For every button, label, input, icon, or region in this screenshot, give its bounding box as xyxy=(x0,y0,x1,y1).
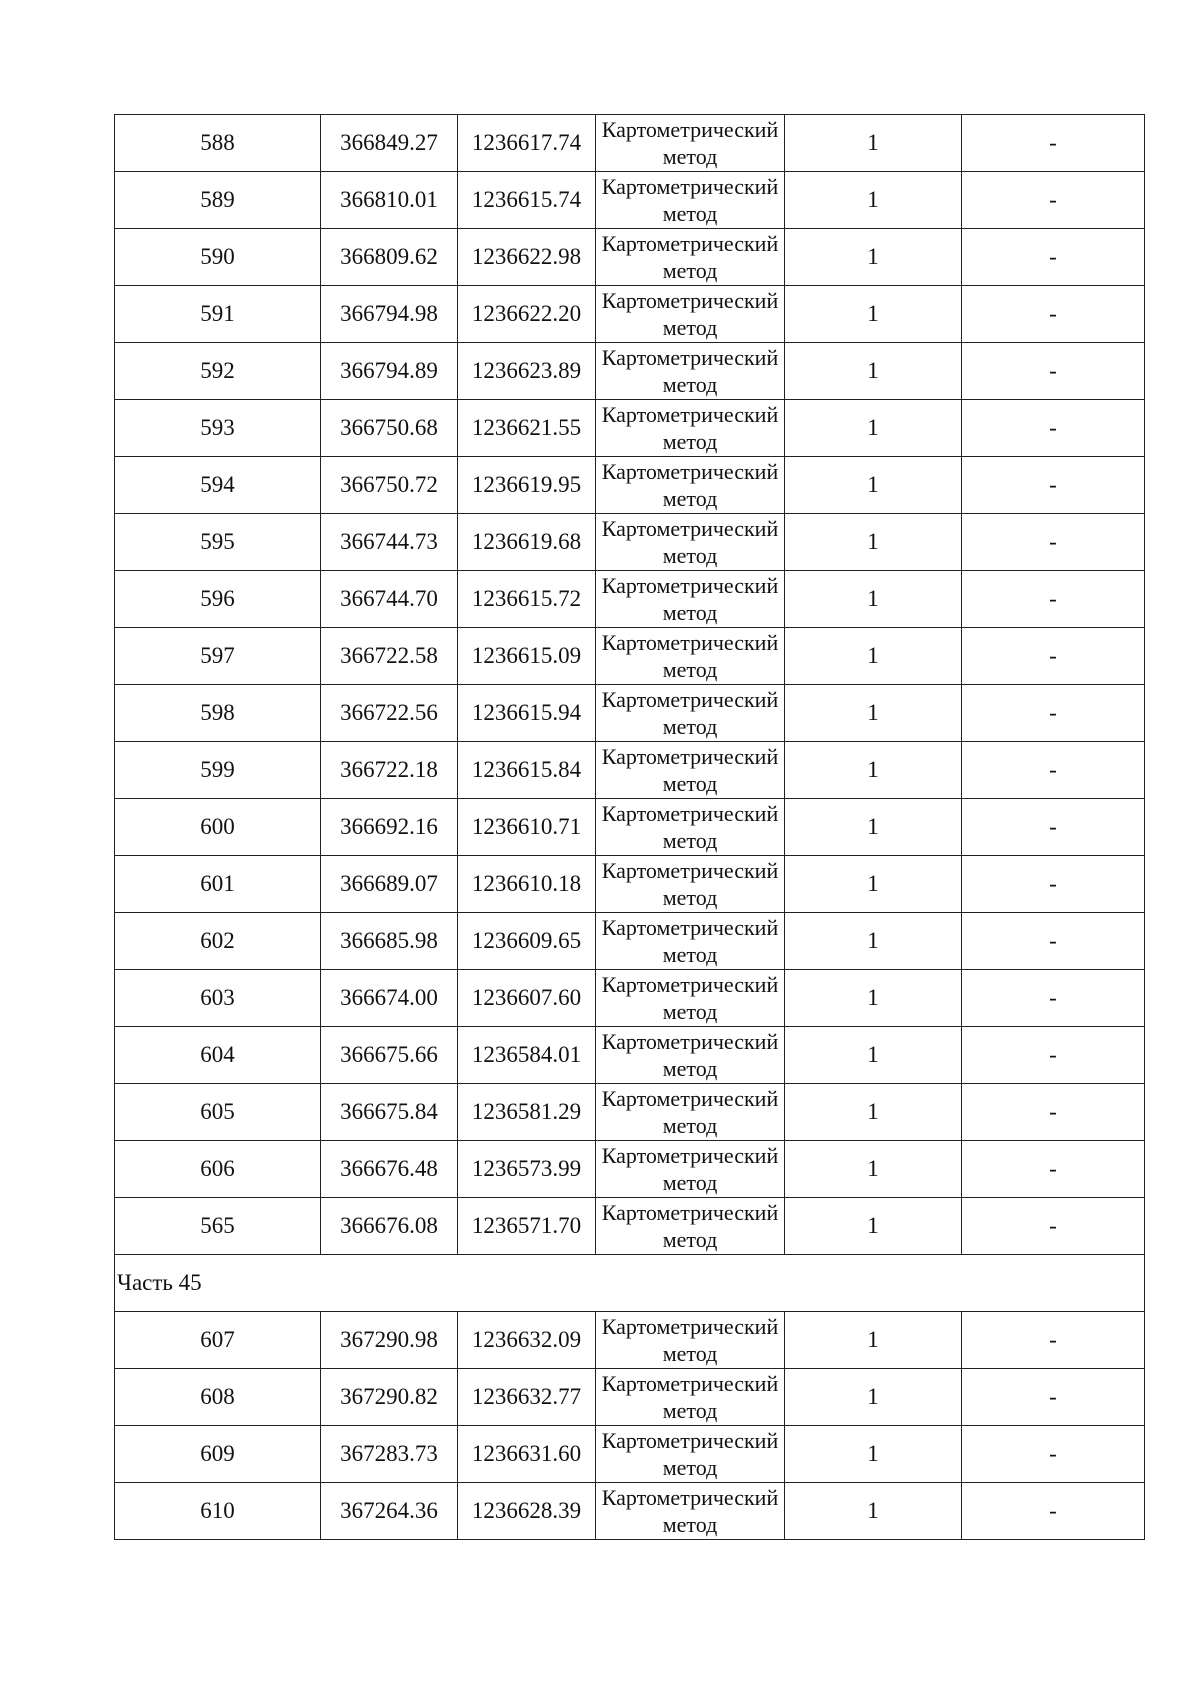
point-number-cell: 608 xyxy=(115,1369,321,1426)
point-number-cell: 595 xyxy=(115,514,321,571)
accuracy-cell: 1 xyxy=(785,628,962,685)
x-coordinate-cell: 366689.07 xyxy=(321,856,458,913)
point-number-cell: 591 xyxy=(115,286,321,343)
method-cell: Картометрический метод xyxy=(596,1483,785,1540)
method-cell: Картометрический метод xyxy=(596,913,785,970)
method-cell: Картометрический метод xyxy=(596,514,785,571)
point-number-cell: 610 xyxy=(115,1483,321,1540)
method-cell: Картометрический метод xyxy=(596,1084,785,1141)
table-row xyxy=(115,856,1145,913)
point-number-cell: 565 xyxy=(115,1198,321,1255)
method-cell: Картометрический метод xyxy=(596,343,785,400)
coordinates-table xyxy=(114,114,1145,1540)
note-cell: - xyxy=(962,1084,1145,1141)
point-number-cell: 607 xyxy=(115,1312,321,1369)
table-row xyxy=(115,286,1145,343)
note-cell: - xyxy=(962,229,1145,286)
note-cell: - xyxy=(962,343,1145,400)
y-coordinate-cell: 1236623.89 xyxy=(458,343,596,400)
method-cell: Картометрический метод xyxy=(596,742,785,799)
table-row xyxy=(115,628,1145,685)
point-number-cell: 602 xyxy=(115,913,321,970)
x-coordinate-cell: 367290.82 xyxy=(321,1369,458,1426)
y-coordinate-cell: 1236581.29 xyxy=(458,1084,596,1141)
x-coordinate-cell: 366750.72 xyxy=(321,457,458,514)
x-coordinate-cell: 366809.62 xyxy=(321,229,458,286)
accuracy-cell: 1 xyxy=(785,1084,962,1141)
note-cell: - xyxy=(962,172,1145,229)
table-row xyxy=(115,1141,1145,1198)
point-number-cell: 604 xyxy=(115,1027,321,1084)
point-number-cell: 606 xyxy=(115,1141,321,1198)
table-row xyxy=(115,1369,1145,1426)
x-coordinate-cell: 366744.70 xyxy=(321,571,458,628)
note-cell: - xyxy=(962,1483,1145,1540)
y-coordinate-cell: 1236632.77 xyxy=(458,1369,596,1426)
section-header-row xyxy=(115,1255,1145,1312)
method-cell: Картометрический метод xyxy=(596,229,785,286)
method-cell: Картометрический метод xyxy=(596,286,785,343)
table-row xyxy=(115,1426,1145,1483)
table-row xyxy=(115,970,1145,1027)
y-coordinate-cell: 1236610.71 xyxy=(458,799,596,856)
x-coordinate-cell: 366675.66 xyxy=(321,1027,458,1084)
table-row xyxy=(115,1027,1145,1084)
table-row xyxy=(115,1198,1145,1255)
note-cell: - xyxy=(962,115,1145,172)
note-cell: - xyxy=(962,913,1145,970)
note-cell: - xyxy=(962,1426,1145,1483)
accuracy-cell: 1 xyxy=(785,1141,962,1198)
accuracy-cell: 1 xyxy=(785,970,962,1027)
note-cell: - xyxy=(962,1312,1145,1369)
y-coordinate-cell: 1236610.18 xyxy=(458,856,596,913)
x-coordinate-cell: 366676.48 xyxy=(321,1141,458,1198)
x-coordinate-cell: 366722.58 xyxy=(321,628,458,685)
x-coordinate-cell: 366692.16 xyxy=(321,799,458,856)
x-coordinate-cell: 367264.36 xyxy=(321,1483,458,1540)
table-row xyxy=(115,172,1145,229)
point-number-cell: 597 xyxy=(115,628,321,685)
y-coordinate-cell: 1236615.84 xyxy=(458,742,596,799)
table-row xyxy=(115,1084,1145,1141)
y-coordinate-cell: 1236615.74 xyxy=(458,172,596,229)
accuracy-cell: 1 xyxy=(785,1426,962,1483)
y-coordinate-cell: 1236615.09 xyxy=(458,628,596,685)
note-cell: - xyxy=(962,1027,1145,1084)
y-coordinate-cell: 1236622.20 xyxy=(458,286,596,343)
y-coordinate-cell: 1236621.55 xyxy=(458,400,596,457)
method-cell: Картометрический метод xyxy=(596,685,785,742)
accuracy-cell: 1 xyxy=(785,172,962,229)
table-row xyxy=(115,457,1145,514)
method-cell: Картометрический метод xyxy=(596,115,785,172)
y-coordinate-cell: 1236628.39 xyxy=(458,1483,596,1540)
table-row xyxy=(115,1483,1145,1540)
accuracy-cell: 1 xyxy=(785,1312,962,1369)
table-row xyxy=(115,913,1145,970)
method-cell: Картометрический метод xyxy=(596,571,785,628)
x-coordinate-cell: 367290.98 xyxy=(321,1312,458,1369)
y-coordinate-cell: 1236632.09 xyxy=(458,1312,596,1369)
table-row xyxy=(115,229,1145,286)
method-cell: Картометрический метод xyxy=(596,1312,785,1369)
x-coordinate-cell: 366744.73 xyxy=(321,514,458,571)
section-label: Часть 45 xyxy=(115,1255,1145,1312)
accuracy-cell: 1 xyxy=(785,1483,962,1540)
x-coordinate-cell: 366675.84 xyxy=(321,1084,458,1141)
method-cell: Картометрический метод xyxy=(596,457,785,514)
x-coordinate-cell: 366750.68 xyxy=(321,400,458,457)
point-number-cell: 589 xyxy=(115,172,321,229)
accuracy-cell: 1 xyxy=(785,115,962,172)
method-cell: Картометрический метод xyxy=(596,1426,785,1483)
accuracy-cell: 1 xyxy=(785,913,962,970)
accuracy-cell: 1 xyxy=(785,229,962,286)
y-coordinate-cell: 1236619.68 xyxy=(458,514,596,571)
accuracy-cell: 1 xyxy=(785,856,962,913)
point-number-cell: 596 xyxy=(115,571,321,628)
x-coordinate-cell: 366849.27 xyxy=(321,115,458,172)
point-number-cell: 594 xyxy=(115,457,321,514)
table-row xyxy=(115,571,1145,628)
y-coordinate-cell: 1236609.65 xyxy=(458,913,596,970)
point-number-cell: 605 xyxy=(115,1084,321,1141)
x-coordinate-cell: 366722.56 xyxy=(321,685,458,742)
point-number-cell: 601 xyxy=(115,856,321,913)
point-number-cell: 598 xyxy=(115,685,321,742)
method-cell: Картометрический метод xyxy=(596,799,785,856)
y-coordinate-cell: 1236615.94 xyxy=(458,685,596,742)
point-number-cell: 609 xyxy=(115,1426,321,1483)
note-cell: - xyxy=(962,1141,1145,1198)
note-cell: - xyxy=(962,1198,1145,1255)
note-cell: - xyxy=(962,856,1145,913)
x-coordinate-cell: 366685.98 xyxy=(321,913,458,970)
note-cell: - xyxy=(962,685,1145,742)
x-coordinate-cell: 366794.89 xyxy=(321,343,458,400)
y-coordinate-cell: 1236631.60 xyxy=(458,1426,596,1483)
note-cell: - xyxy=(962,457,1145,514)
accuracy-cell: 1 xyxy=(785,685,962,742)
coordinates-table-body xyxy=(115,115,1145,1540)
accuracy-cell: 1 xyxy=(785,799,962,856)
note-cell: - xyxy=(962,286,1145,343)
point-number-cell: 590 xyxy=(115,229,321,286)
y-coordinate-cell: 1236573.99 xyxy=(458,1141,596,1198)
y-coordinate-cell: 1236571.70 xyxy=(458,1198,596,1255)
point-number-cell: 593 xyxy=(115,400,321,457)
point-number-cell: 600 xyxy=(115,799,321,856)
y-coordinate-cell: 1236619.95 xyxy=(458,457,596,514)
accuracy-cell: 1 xyxy=(785,571,962,628)
method-cell: Картометрический метод xyxy=(596,1369,785,1426)
table-row xyxy=(115,1312,1145,1369)
x-coordinate-cell: 366674.00 xyxy=(321,970,458,1027)
note-cell: - xyxy=(962,799,1145,856)
point-number-cell: 588 xyxy=(115,115,321,172)
accuracy-cell: 1 xyxy=(785,400,962,457)
accuracy-cell: 1 xyxy=(785,457,962,514)
method-cell: Картометрический метод xyxy=(596,1027,785,1084)
method-cell: Картометрический метод xyxy=(596,1141,785,1198)
accuracy-cell: 1 xyxy=(785,742,962,799)
method-cell: Картометрический метод xyxy=(596,970,785,1027)
table-row xyxy=(115,115,1145,172)
note-cell: - xyxy=(962,1369,1145,1426)
point-number-cell: 592 xyxy=(115,343,321,400)
y-coordinate-cell: 1236615.72 xyxy=(458,571,596,628)
accuracy-cell: 1 xyxy=(785,286,962,343)
note-cell: - xyxy=(962,628,1145,685)
accuracy-cell: 1 xyxy=(785,1027,962,1084)
table-row xyxy=(115,514,1145,571)
table-row xyxy=(115,799,1145,856)
table-row xyxy=(115,742,1145,799)
y-coordinate-cell: 1236607.60 xyxy=(458,970,596,1027)
table-row xyxy=(115,685,1145,742)
table-row xyxy=(115,400,1145,457)
point-number-cell: 599 xyxy=(115,742,321,799)
x-coordinate-cell: 366794.98 xyxy=(321,286,458,343)
x-coordinate-cell: 366810.01 xyxy=(321,172,458,229)
point-number-cell: 603 xyxy=(115,970,321,1027)
method-cell: Картометрический метод xyxy=(596,856,785,913)
note-cell: - xyxy=(962,400,1145,457)
note-cell: - xyxy=(962,970,1145,1027)
y-coordinate-cell: 1236584.01 xyxy=(458,1027,596,1084)
method-cell: Картометрический метод xyxy=(596,628,785,685)
y-coordinate-cell: 1236622.98 xyxy=(458,229,596,286)
accuracy-cell: 1 xyxy=(785,1369,962,1426)
note-cell: - xyxy=(962,514,1145,571)
note-cell: - xyxy=(962,571,1145,628)
y-coordinate-cell: 1236617.74 xyxy=(458,115,596,172)
table-row xyxy=(115,343,1145,400)
note-cell: - xyxy=(962,742,1145,799)
accuracy-cell: 1 xyxy=(785,514,962,571)
x-coordinate-cell: 366676.08 xyxy=(321,1198,458,1255)
method-cell: Картометрический метод xyxy=(596,400,785,457)
method-cell: Картометрический метод xyxy=(596,172,785,229)
x-coordinate-cell: 367283.73 xyxy=(321,1426,458,1483)
x-coordinate-cell: 366722.18 xyxy=(321,742,458,799)
method-cell: Картометрический метод xyxy=(596,1198,785,1255)
accuracy-cell: 1 xyxy=(785,1198,962,1255)
accuracy-cell: 1 xyxy=(785,343,962,400)
